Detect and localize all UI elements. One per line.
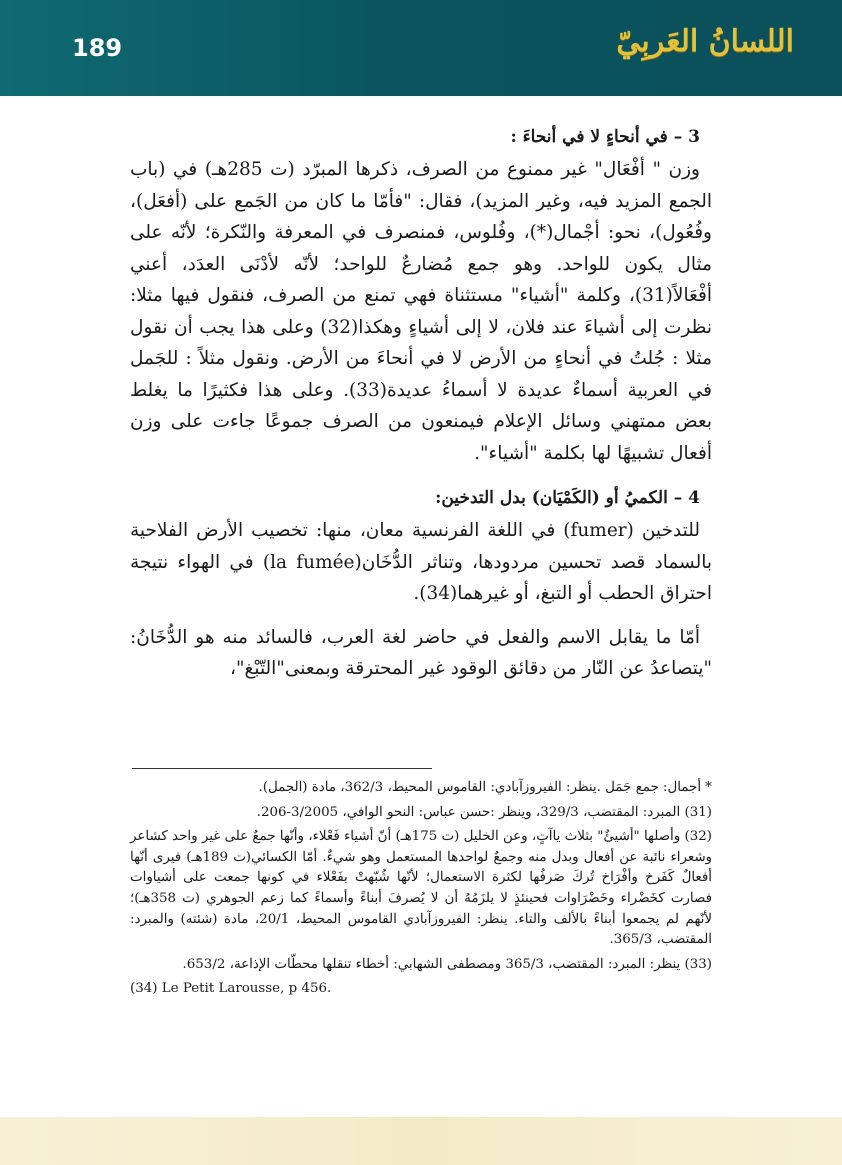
section-heading: 3 – في أنحاءٍ لا في أنحاءَ : (510, 127, 700, 147)
page-footer-band (0, 1117, 842, 1165)
journal-logo: اللسانُ العَربِيّ (616, 24, 794, 59)
footnote-divider (132, 768, 432, 769)
footnote: (34) Le Petit Larousse, p 456. (130, 981, 332, 997)
footnote: (31) المبرد: المقتضب، 329/3، وينظر :حسن عباس: النحو الوافي، 3/2005-206. (256, 804, 712, 820)
page-header (0, 0, 842, 96)
paragraph: وزن " أفْعَال" غير ممنوع من الصرف، ذكرها المبرّد (ت 285هـ) في (باب الجمع المزيد فيه، وغير المزيد)، فقال: "فأمّا ما كان من الجَمع على (أفعَل)، وفُعُول)، نحو: أجْمال(*)، وفُلوس، فمنصرف في المعرفة والنّكرة؛ لأنّه على مثال يكون للواحد. وهو جمع مُضارعٌ للواحد؛ لأنّه لأدْنَى العدَد، أعني أفْعَالاً(31)، وكلمة "أشياء" مستثناة فهي تمنع من الصرف، فنقول فيها مثلا: نظرت إلى أشياءَ عند فلان، لا إلى أشياءٍ وهكذا(32) وعلى هذا يجب أن نقول مثلا : جُلتُ في أنحاءٍ من الأرض لا في أنحاءَ من الأرض. ونقول مثلاً : للجَمل في العربية أسماءٌ عديدة لا أسماءُ عديدة(33). وعلى هذا فكثيرًا ما يغلط بعض ممتهني وسائل الإعلام فيمنعون من الصرف جموعًا جاءت على وزن أفعال تشبيهًا لها بكلمة "أشياء". (130, 159, 712, 464)
page-number: 189 (72, 34, 123, 62)
section-heading: 4 – الكميُ أو (الكَمْيَان) بدل التدخين: (435, 488, 700, 508)
footnote: * أجمال: جمع جَمَل .ينظر: الفيروزآبادي: القاموس المحيط، 362/3، مادة (الجمل). (258, 780, 712, 795)
footnotes (130, 778, 712, 1004)
article-body (130, 120, 712, 685)
paragraph: أمّا ما يقابل الاسم والفعل في حاضر لغة العرب، فالسائد منه هو الدُّخَانُ: "يتصاعدُ عن النّار من دقائق الوقود غير المحترقة وبمعنى"التّبْغ"، (130, 626, 712, 679)
footnote: (32) وأصلها "أشيئٌ" بثلاث ياآتٍ، وعن الخليل (ت 175هـ) أنّ أشياء فَعْلاء، وأنّها جمعٌ على غير واحد كشاعر وشعراء نائبة عن أفعال وبدل منه وجمعٌ لواحدها المستعمل وهو شيءٌ. أمّا الكسائي(ت 189هـ) فيرى أنّها أفعالٌ كَفَرخ وأفْرَاخ تُركَ صَرفُها لكثرة الاستعمال؛ لأنّها شُبّهتْ بفَعْلاء في كونها جمعت على أشياوات فصارت كخَضْراء وخَضْرَاوات فحينئذٍ لا يلزَمُهُ أن لا يُصرفَ أبناءً وأسماءً كما زعم الجوهري (ت 358هـ)؛ لأنّهم لم يجمعوا أبناءً بالألف والتاء. ينظر: الفيروزآبادي القاموس المحيط، 20/1، مادة (شئته) والمبرد: المقتضب، 365/3. (130, 829, 713, 948)
footnote: (33) ينظر: المبرد: المقتضب، 365/3 ومصطفى الشهابي: أخطاء تنقلها محطّات الإذاعة، 653/2. (182, 956, 712, 972)
paragraph: للتدخين (fumer) في اللغة الفرنسية معان، منها: تخصيب الأرض الفلاحية بالسماد قصد تحسين مردودها، وتناثر الدُّخَان(la fumée) في الهواء نتيجة احتراق الحطب أو التبغ، أو غيرهما(34). (130, 520, 713, 604)
